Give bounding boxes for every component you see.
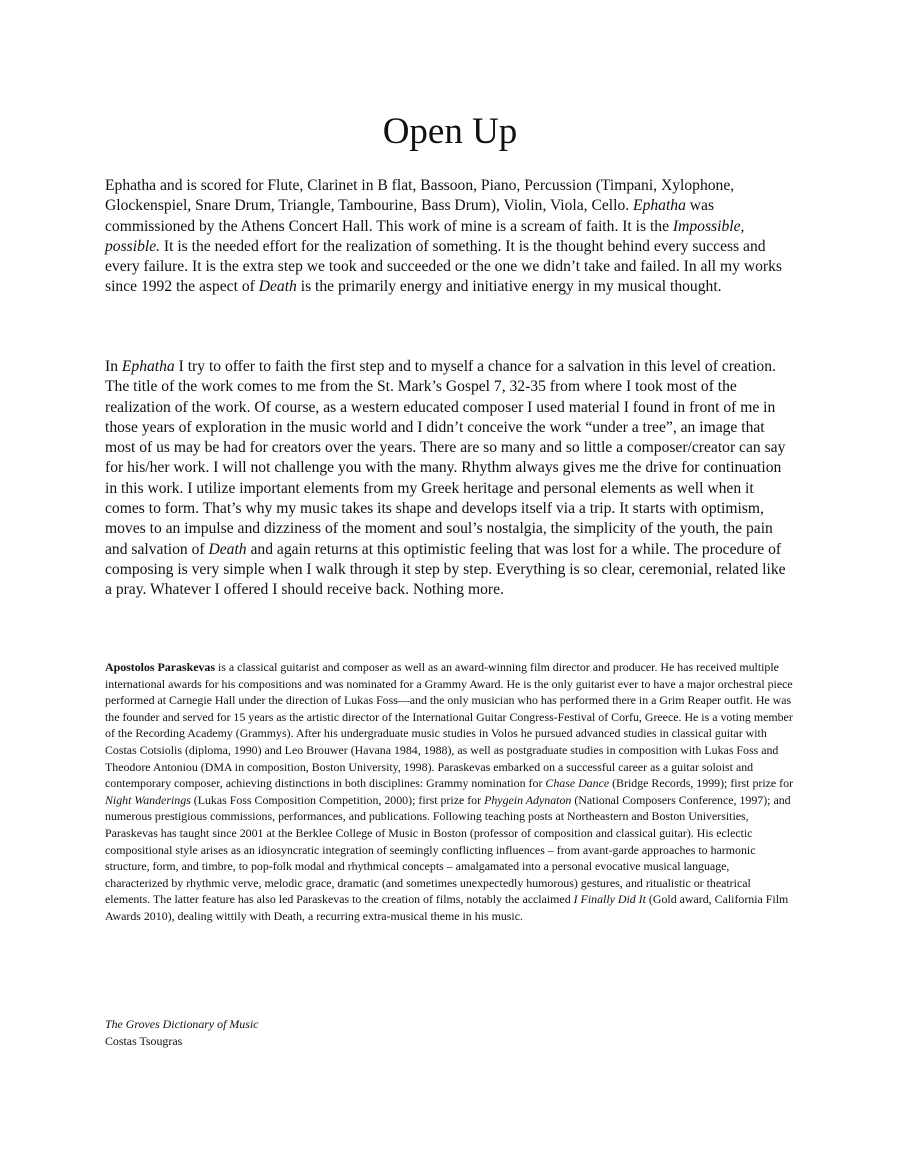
bio-run-7: (National Composers Conference, 1997); and numerous prestigious commissions, performances, and publications. Following teaching posts at Northeastern and Boston Universities, Paraskevas has taught since 2001 at the Berklee College of Music in Boston (professor of composition and classical guitar). His eclectic compositional style arises as an idiosyncratic integration of seemingly conflicting influences – from avant-garde approaches to harmonic structure, form, and timbre, to pop-folk modal and rhythmical concepts – amalgamated into a personal evocative musical language, characterized by rhythmic verve, melodic grace, dramatic (and sometimes unexpectedly humorous) gestures, and ritualistic or theatrical elements. The latter feature has also led Paraskevas to the creation of films, notably the acclaimed xyxy=(105,792,791,907)
page-title: Open Up xyxy=(382,111,518,152)
bio-run-1: is a classical guitarist and composer as well as an award-winning film director and producer. He has received multiple international awards for his compositions and was nominated for a Grammy Award. He is the only guitarist ever to have a major orchestral piece performed at Carnegie Hall under the direction of Lukas Foss—and the only musician who has performed there in a Grim Reaper outfit. He was the founder and served for 15 years as the artistic director of the International Guitar Congress-Festival of Corfu, Greece. He is a voting member of the Recording Academy (Grammys). After his undergraduate music studies in Volos he pursued advanced studies in classical guitar with Costas Cotsiolis (diploma, 1990) and Leo Brouwer (Havana 1984, 1988), as well as postgraduate studies in composition with Lukas Foss and Theodore Antoniou (DMA in composition, Boston University, 1998). Paraskevas embarked on a successful career as a guitar soloist and contemporary composer, achieving distinctions in both disciplines: Grammy nomination for xyxy=(105,660,793,791)
paragraph1-run-3: Impossible, possible. xyxy=(105,217,745,255)
paragraph2-run-4: and again returns at this optimistic feeling that was lost for a while. The procedure of composing is very simple when I walk through it step by step. Everything is so clear, ceremonial, related like a pray. Whatever I offered I should receive back. Nothing more. xyxy=(105,540,786,599)
bio-run-8: I Finally Did It xyxy=(573,892,646,907)
paragraph1-run-0: Ephatha and is scored for Flute, Clarinet in B flat, Bassoon, Piano, Percussion (Timpani, Xylophone, Glockenspiel, Snare Drum, Triangle, Tambourine, Bass Drum), Violin, Viola, Cello. xyxy=(105,177,735,215)
paragraph1-run-5: Death xyxy=(258,278,297,296)
paragraph1-run-2: was commissioned by the Athens Concert Hall. This work of mine is a scream of faith. It is the xyxy=(105,197,715,235)
bio-run-6: Phygein Adynaton xyxy=(484,792,572,807)
bio-run-0: Apostolos Paraskevas xyxy=(105,660,215,674)
paragraph2-run-0: In xyxy=(105,358,122,375)
bio-run-9: (Gold award, California Film Awards 2010), dealing wittily with Death, a recurring extra-musical theme in his music. xyxy=(105,892,789,923)
paragraph-scoring xyxy=(105,176,795,298)
paragraph1-run-1: Ephatha xyxy=(633,197,686,215)
paragraph2-run-3: Death xyxy=(208,540,247,558)
composer-biography xyxy=(105,659,795,925)
bio-run-3: (Bridge Records, 1999); first prize for xyxy=(609,776,794,791)
citation-source: The Groves Dictionary of Music xyxy=(105,1017,259,1031)
paragraph-program-note xyxy=(105,357,795,601)
citation-author: Costas Tsougras xyxy=(105,1033,183,1048)
paragraph1-run-4: It is the needed effort for the realization of something. It is the thought behind every success and every failure. It is the extra step we took and succeeded or the one we didn’t take and failed. In all my works since 1992 the aspect of xyxy=(105,237,782,296)
paragraph1-run-6: is the primarily energy and initiative energy in my musical thought. xyxy=(296,278,722,296)
citation xyxy=(105,1016,258,1049)
paragraph2-run-1: Ephatha xyxy=(121,358,175,375)
paragraph2-run-2: I try to offer to faith the first step and to myself a chance for a salvation in this level of creation. The title of the work comes to me from the St. Mark’s Gospel 7, 32-35 from where I took most of the realization of the work. Of course, as a western educated composer I used material I found in front of me in those years of exploration in the music world and I didn’t conceive the work “under a tree”, an image that most of us may be had for creators over the years. There are so many and so little a composer/creator can say for his/her work. I will not challenge you with the many. Rhythm always gives me the drive for continuation in this work. I utilize important elements from my Greek heritage and personal elements as well when it comes to form. That’s why my music takes its shape and develops itself via a trip. It starts with optimism, moves to an impulse and dizziness of the moment and soul’s nostalgia, the simplicity of the youth, the pain and salvation of xyxy=(105,358,786,558)
bio-run-4: Night Wanderings xyxy=(105,792,191,807)
bio-run-5: (Lukas Foss Composition Competition, 2000); first prize for xyxy=(190,792,485,807)
bio-run-2: Chase Dance xyxy=(545,776,610,791)
